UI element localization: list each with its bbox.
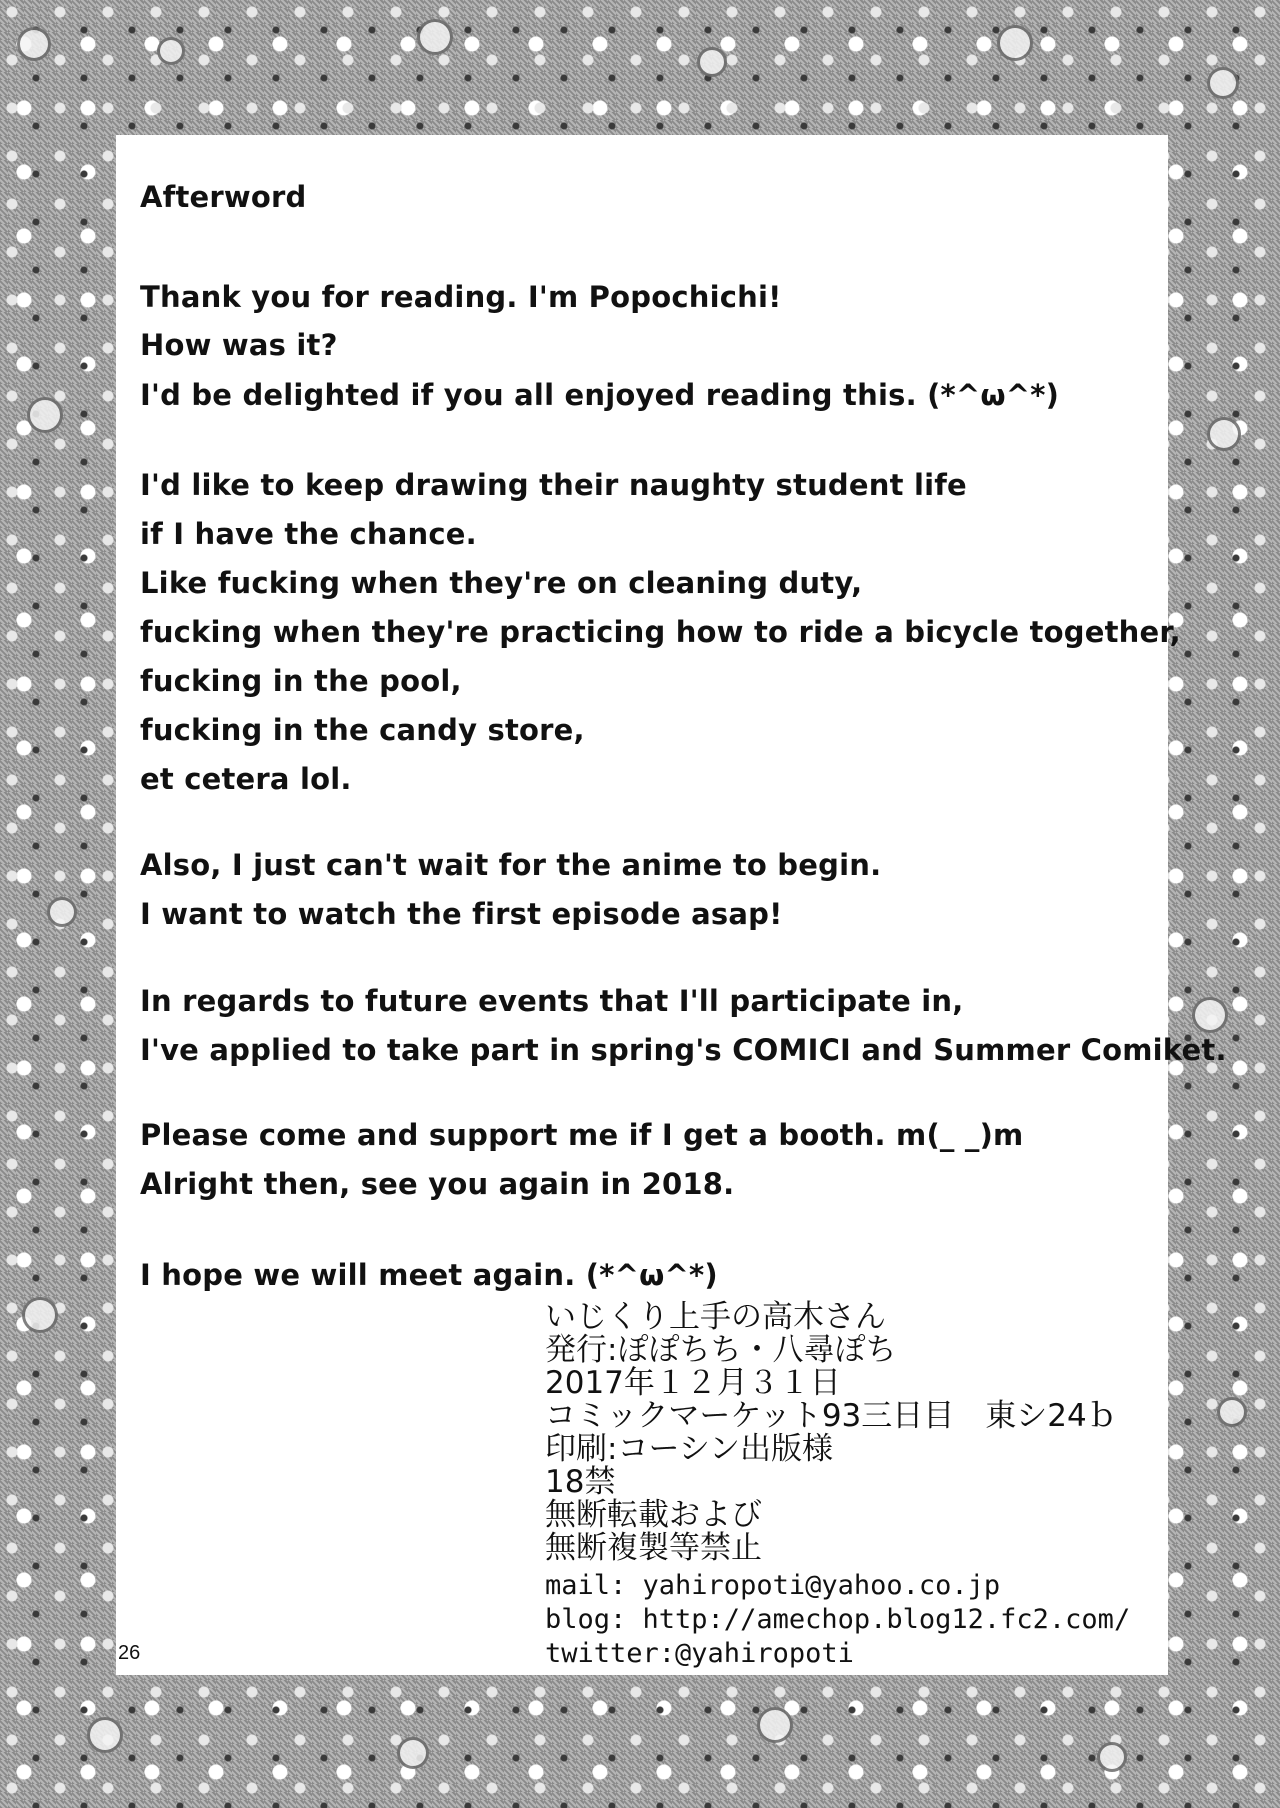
afterword-line: fucking in the candy store, xyxy=(140,713,585,747)
afterword-line: I've applied to take part in spring's COMICI and Summer Comiket. xyxy=(140,1033,1227,1067)
afterword-line: Please come and support me if I get a booth. m(_ _)m xyxy=(140,1118,1024,1152)
printer: 印刷:コーシン出版様 xyxy=(545,1431,834,1467)
publish-date: 2017年１２月３１日 xyxy=(545,1365,841,1401)
afterword-line: et cetera lol. xyxy=(140,762,352,796)
afterword-title: Afterword xyxy=(140,180,307,214)
contact-twitter: twitter:@yahiropoti xyxy=(545,1638,854,1669)
afterword-line: Also, I just can't wait for the anime to begin. xyxy=(140,848,882,882)
afterword-line: How was it? xyxy=(140,328,338,362)
afterword-line: I want to watch the first episode asap! xyxy=(140,897,783,931)
afterword-line: I'd be delighted if you all enjoyed reading this. (*^ω^*) xyxy=(140,378,1060,412)
afterword-line: In regards to future events that I'll participate in, xyxy=(140,984,964,1018)
copyright-notice: 無断転載および xyxy=(545,1497,762,1533)
page-number: 26 xyxy=(118,1642,141,1664)
afterword-line: Like fucking when they're on cleaning duty, xyxy=(140,566,863,600)
afterword-line: I'd like to keep drawing their naughty student life xyxy=(140,468,967,502)
event-info: コミックマーケット93三日目 東シ24ｂ xyxy=(545,1398,1118,1434)
contact-mail: mail: yahiropoti@yahoo.co.jp xyxy=(545,1570,1001,1601)
afterword-line: if I have the chance. xyxy=(140,517,477,551)
afterword-line: fucking in the pool, xyxy=(140,664,462,698)
afterword-line: Thank you for reading. I'm Popochichi! xyxy=(140,280,782,314)
afterword-line: I hope we will meet again. (*^ω^*) xyxy=(140,1258,718,1292)
contact-blog: blog: http://amechop.blog12.fc2.com/ xyxy=(545,1604,1131,1635)
afterword-line: Alright then, see you again in 2018. xyxy=(140,1167,735,1201)
book-title: いじくり上手の高木さん xyxy=(545,1299,886,1335)
afterword-line: fucking when they're practicing how to ride a bicycle together, xyxy=(140,615,1181,649)
age-rating: 18禁 xyxy=(545,1464,616,1500)
copyright-notice: 無断複製等禁止 xyxy=(545,1530,762,1566)
publisher: 発行:ぽぽちち・八尋ぽち xyxy=(545,1332,897,1368)
